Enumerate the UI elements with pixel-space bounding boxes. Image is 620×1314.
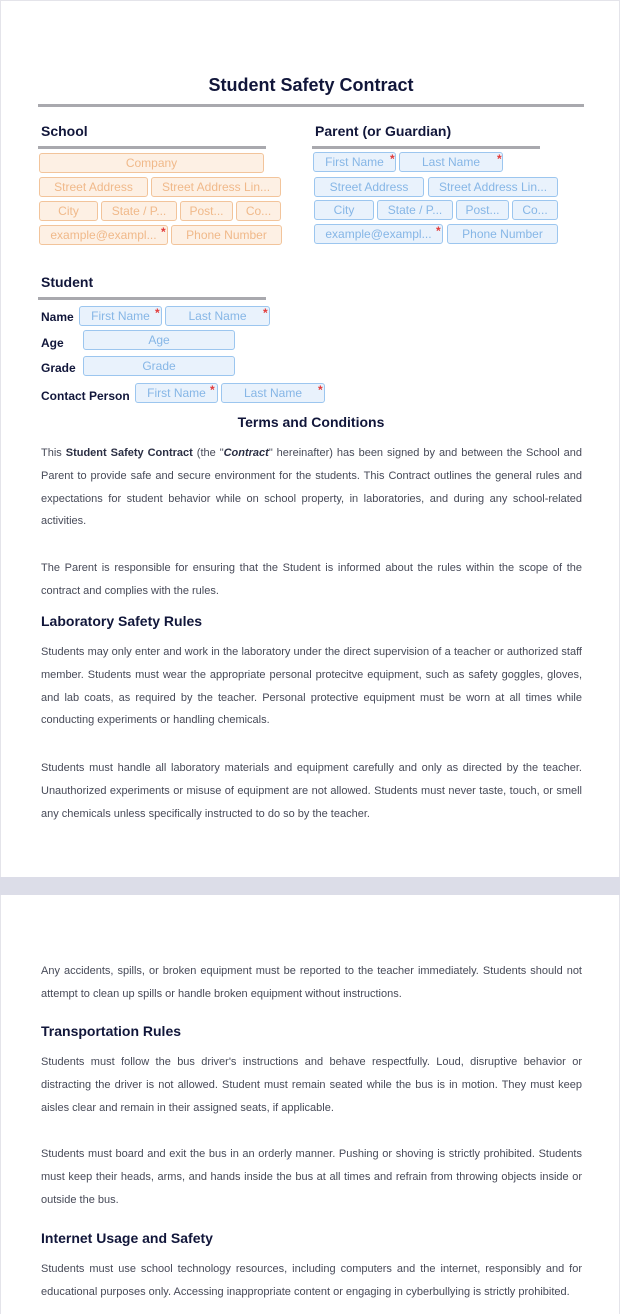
parent-street-field[interactable]: Street Address <box>314 177 424 197</box>
required-marker: * <box>210 383 215 397</box>
contact-first-name-field[interactable]: First Name <box>135 383 218 403</box>
school-state-field[interactable]: State / P... <box>101 201 177 221</box>
parent-postal-field[interactable]: Post... <box>456 200 509 220</box>
school-street-field[interactable]: Street Address <box>39 177 148 197</box>
title-divider <box>38 104 584 107</box>
school-company-field[interactable]: Company <box>39 153 264 173</box>
school-heading: School <box>41 123 88 139</box>
page-2 <box>0 895 620 1314</box>
internet-safety-heading: Internet Usage and Safety <box>41 1230 213 1246</box>
contract-name: Student Safety Contract <box>65 447 193 459</box>
required-marker: * <box>497 152 502 166</box>
school-country-field[interactable]: Co... <box>236 201 281 221</box>
parent-street2-field[interactable]: Street Address Lin... <box>428 177 558 197</box>
parent-heading: Parent (or Guardian) <box>315 123 452 139</box>
internet-safety-paragraph-1: Students must use school technology resources, including computers and the internet, responsibly and for educational purposes only. Accessing inappropriate content or engaging in cyberbullying is strictly prohibited. <box>41 1263 582 1298</box>
parent-first-name-field[interactable]: First Name <box>313 152 396 172</box>
school-phone-field[interactable]: Phone Number <box>171 225 282 245</box>
required-marker: * <box>318 383 323 397</box>
school-email-field[interactable]: example@exampl... <box>39 225 168 245</box>
required-marker: * <box>161 225 166 239</box>
document-title: Student Safety Contract <box>208 75 414 95</box>
student-grade-label: Grade <box>41 361 76 375</box>
student-heading: Student <box>41 274 94 290</box>
school-city-field[interactable]: City <box>39 201 98 221</box>
school-postal-field[interactable]: Post... <box>180 201 233 221</box>
lab-rules-paragraph-2: Students must handle all laboratory materials and equipment carefully and only as directed by the teacher. Unauthorized experiments or misuse of equipment are not allowed. Students must never taste, touch, or smell any chemicals unless specifically instructed to do so by the teacher. <box>41 762 582 820</box>
transport-rules-paragraph-1: Students must follow the bus driver's instructions and behave respectfully. Loud, disruptive behavior or distracting the driver is not allowed. Student must remain seated while the bus is in motion. They must keep aisles clear and remain in their assigned seats, if applicable. <box>41 1056 582 1114</box>
parent-last-name-field[interactable]: Last Name <box>399 152 503 172</box>
parent-state-field[interactable]: State / P... <box>377 200 453 220</box>
parent-city-field[interactable]: City <box>314 200 374 220</box>
student-age-label: Age <box>41 336 64 350</box>
contract-term: Contract <box>223 447 269 459</box>
parent-responsibility-paragraph: The Parent is responsible for ensuring that the Student is informed about the rules within the scope of the contract and complies with the rules. <box>41 562 582 597</box>
school-divider <box>38 146 266 149</box>
required-marker: * <box>155 306 160 320</box>
required-marker: * <box>263 306 268 320</box>
student-age-field[interactable]: Age <box>83 330 235 350</box>
student-divider <box>38 297 266 300</box>
parent-country-field[interactable]: Co... <box>512 200 558 220</box>
contact-last-name-field[interactable]: Last Name <box>221 383 325 403</box>
parent-email-field[interactable]: example@exampl... <box>314 224 443 244</box>
student-grade-field[interactable]: Grade <box>83 356 235 376</box>
parent-divider <box>312 146 540 149</box>
lab-rules-paragraph-3: Any accidents, spills, or broken equipment must be reported to the teacher immediately. Students should not attempt to clean up spills or handle broken equipment without instructions. <box>41 965 582 1000</box>
terms-intro-paragraph: This Student Safety Contract (the "Contract" hereinafter) has been signed by and between the School and Parent to provide safe and secure environment for the students. This Contract outlines the general rules and expectations for student behavior while on school property, in laboratories, and during any school-related activities. <box>41 447 582 528</box>
required-marker: * <box>436 224 441 238</box>
parent-phone-field[interactable]: Phone Number <box>447 224 558 244</box>
student-name-label: Name <box>41 310 74 324</box>
page-separator <box>0 877 620 895</box>
contact-person-label: Contact Person <box>41 389 130 403</box>
required-marker: * <box>390 152 395 166</box>
transport-rules-heading: Transportation Rules <box>41 1023 182 1039</box>
student-first-name-field[interactable]: First Name <box>79 306 162 326</box>
terms-heading: Terms and Conditions <box>237 414 385 430</box>
transport-rules-paragraph-2: Students must board and exit the bus in an orderly manner. Pushing or shoving is strictly prohibited. Students must keep their heads, arms, and hands inside the bus at all times and refrain from throwing objects inside or outside the bus. <box>41 1148 582 1206</box>
lab-rules-heading: Laboratory Safety Rules <box>41 613 203 629</box>
school-street2-field[interactable]: Street Address Lin... <box>151 177 281 197</box>
student-last-name-field[interactable]: Last Name <box>165 306 270 326</box>
lab-rules-paragraph-1: Students may only enter and work in the laboratory under the direct supervision of a teacher or authorized staff member. Students must wear the appropriate personal protecitve equipment, such as safety goggles, gloves, and lab coats, as required by the teacher. Personal protective equipment must be worn at all times while conducting experiments or handling chemicals. <box>41 646 582 727</box>
